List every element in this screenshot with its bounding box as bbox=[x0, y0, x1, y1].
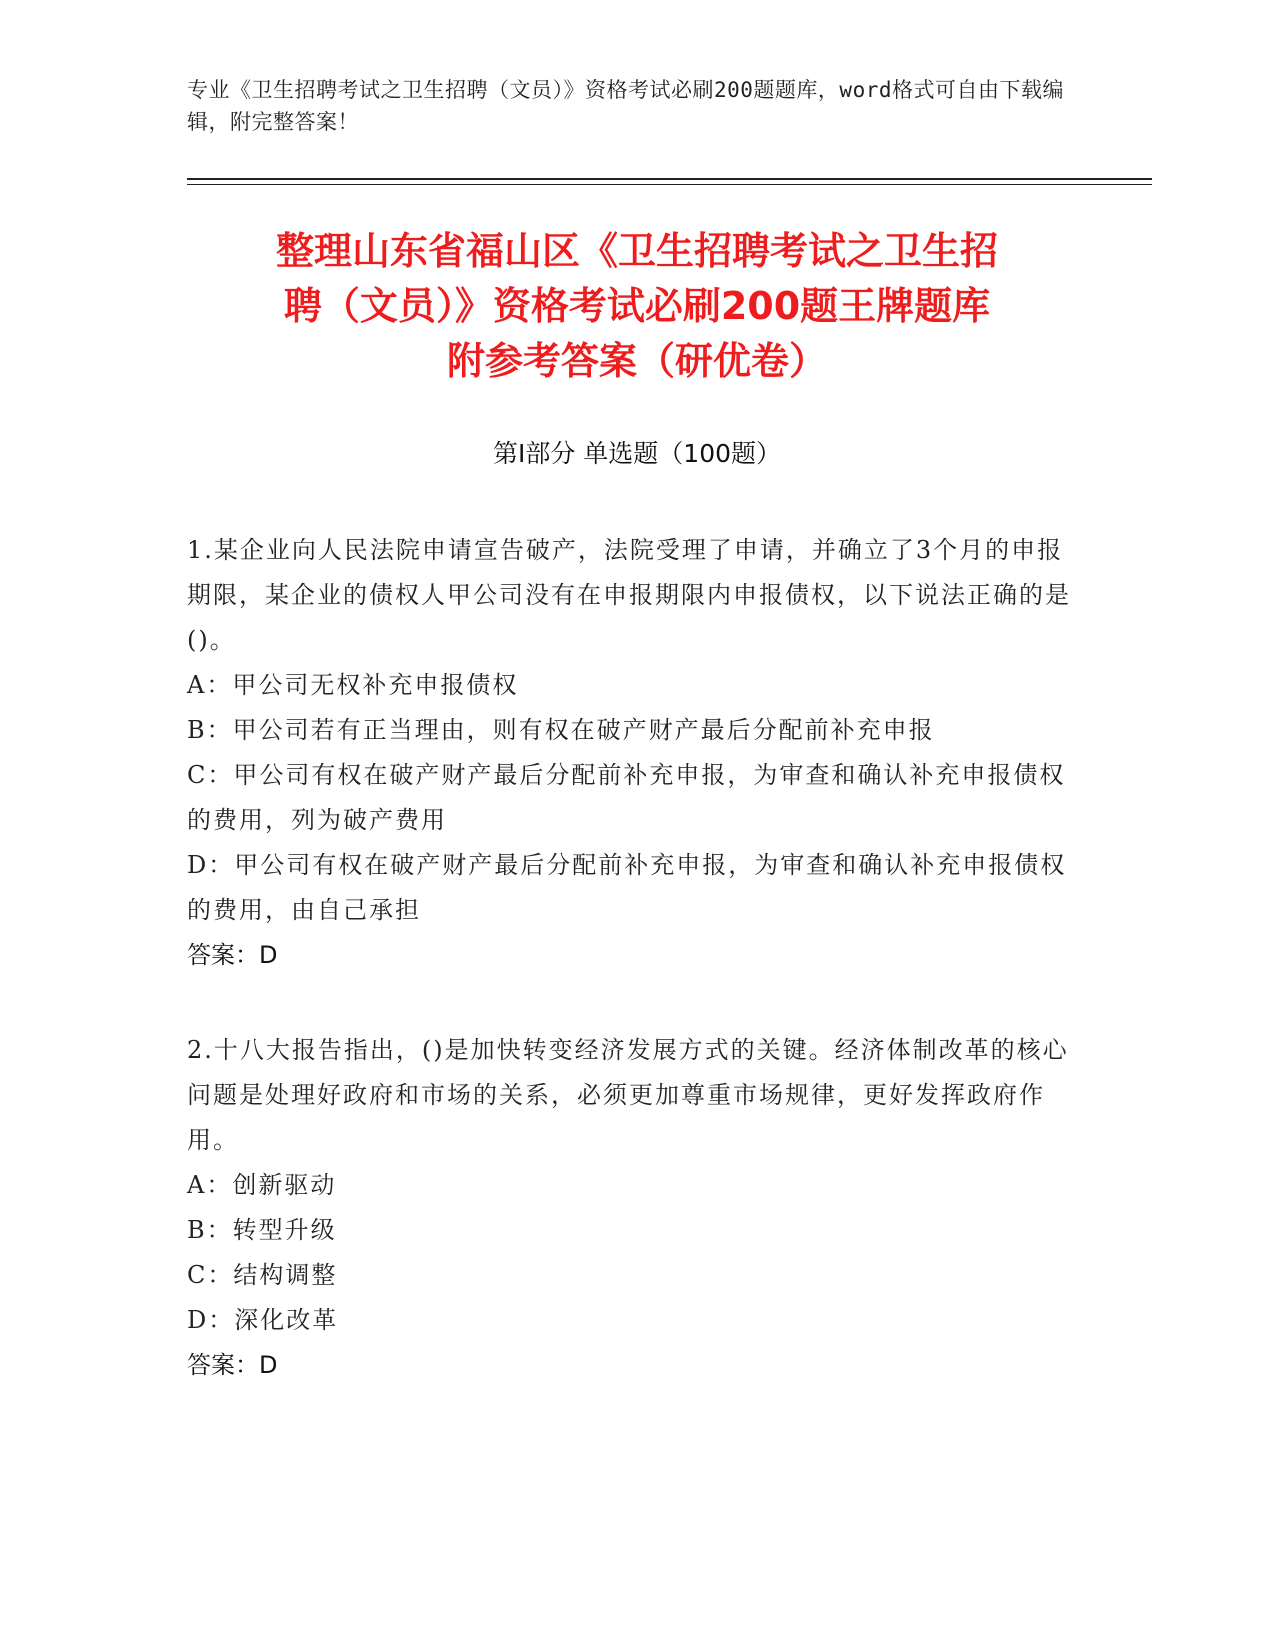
question-stem: 1.某企业向人民法院申请宣告破产，法院受理了申请，并确立了3个月的申报期限，某企业的债权人甲公司没有在申报期限内申报债权，以下说法正确的是()。 bbox=[187, 536, 1071, 654]
question-2 bbox=[187, 1028, 1077, 1388]
option-b: B：甲公司若有正当理由，则有权在破产财产最后分配前补充申报 bbox=[187, 716, 935, 744]
section-heading: 第Ⅰ部分 单选题（100题） bbox=[492, 439, 782, 468]
question-1 bbox=[187, 528, 1077, 978]
option-c: C：甲公司有权在破产财产最后分配前补充申报，为审查和确认补充申报债权的费用，列为破产费用 bbox=[187, 761, 1066, 834]
header-note: 专业《卫生招聘考试之卫生招聘（文员）》资格考试必刷200题题库，word格式可自由下载编辑，附完整答案！ bbox=[187, 78, 1064, 134]
title-line-1: 整理山东省福山区《卫生招聘考试之卫生招 bbox=[275, 229, 998, 273]
answer: 答案：D bbox=[187, 941, 278, 969]
answer: 答案：D bbox=[187, 1351, 278, 1379]
option-a: A：甲公司无权补充申报债权 bbox=[187, 671, 519, 699]
header-divider bbox=[187, 178, 1152, 180]
title-line-2: 聘（文员）》资格考试必刷200题王牌题库 bbox=[283, 284, 991, 328]
option-b: B：转型升级 bbox=[187, 1216, 337, 1244]
document-title bbox=[187, 224, 1087, 389]
option-d: D：甲公司有权在破产财产最后分配前补充申报，为审查和确认补充申报债权的费用，由自己承担 bbox=[187, 851, 1067, 924]
option-d: D：深化改革 bbox=[187, 1306, 339, 1334]
option-c: C：结构调整 bbox=[187, 1261, 338, 1289]
header-divider-thin bbox=[187, 184, 1152, 185]
title-line-3: 附参考答案（研优卷） bbox=[446, 339, 827, 383]
option-a: A：创新驱动 bbox=[187, 1171, 337, 1199]
question-stem: 2.十八大报告指出，()是加快转变经济发展方式的关键。经济体制改革的核心问题是处理好政府和市场的关系，必须更加尊重市场规律，更好发挥政府作用。 bbox=[187, 1036, 1069, 1154]
